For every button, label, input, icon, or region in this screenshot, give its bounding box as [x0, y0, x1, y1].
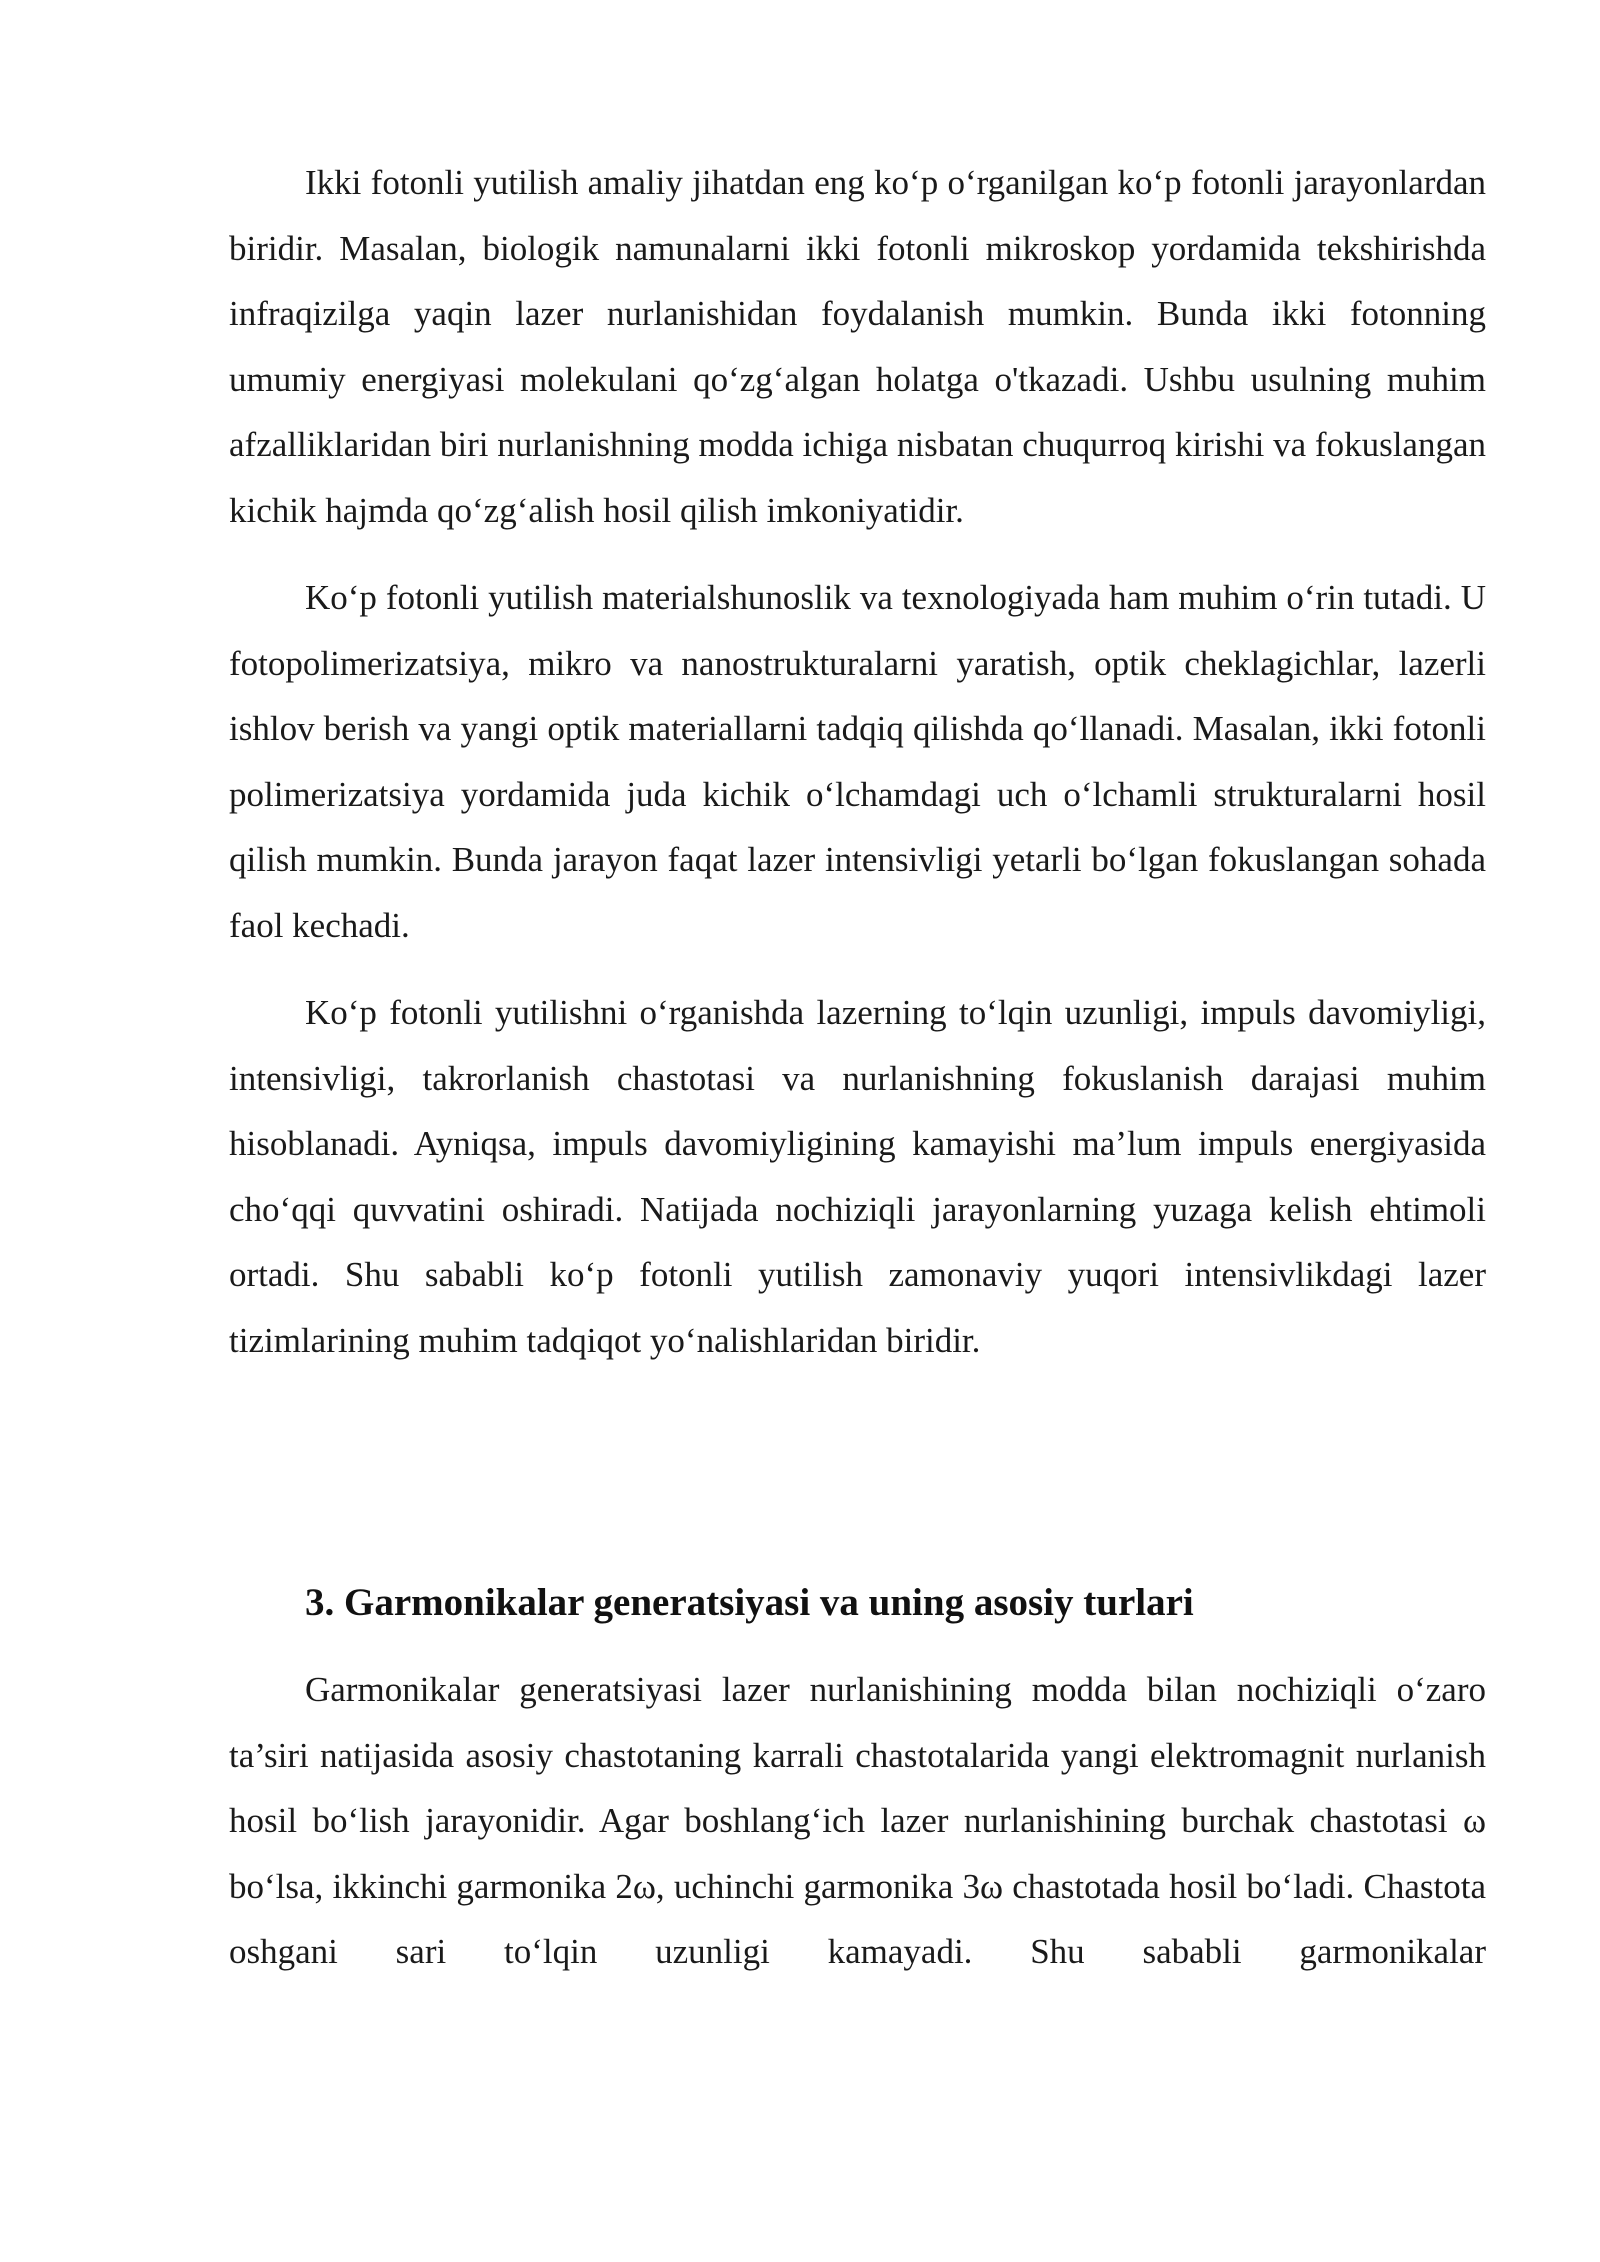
paragraph-materials-science: Ko‘p fotonli yutilish materialshunoslik va texnologiyada ham muhim o‘rin tutadi. U fotopolimerizatsiya, mikro va nanostrukturalarni yaratish, optik cheklagichlar, lazerli ishlov berish va yangi optik materiallarni tadqiq qilishda qo‘llanadi. Masalan, ikki fotonli polimerizatsiya yordamida juda kichik o‘lchamdagi uch o‘lchamli strukturalarni hosil qilish mumkin. Bunda jarayon faqat lazer intensivligi yetarli bo‘lgan fokuslangan sohada faol kechadi. — [229, 578, 1486, 945]
document-page — [229, 150, 1486, 2007]
paragraph-two-photon-absorption: Ikki fotonli yutilish amaliy jihatdan eng ko‘p o‘rganilgan ko‘p fotonli jarayonlardan biridir. Masalan, biologik namunalarni ikki fotonli mikroskop yordamida tekshirishda infraqizilga yaqin lazer nurlanishidan foydalanish mumkin. Bunda ikki fotonning umumiy energiyasi molekulani qo‘zg‘algan holatga o'tkazadi. Ushbu usulning muhim afzalliklaridan biri nurlanishning modda ichiga nisbatan chuqurroq kirishi va fokuslangan kichik hajmda qo‘zg‘alish hosil qilish imkoniyatidir. — [229, 163, 1486, 530]
section-heading: 3. Garmonikalar generatsiyasi va uning asosiy turlari — [305, 1581, 1194, 1624]
paragraph-harmonic-generation: Garmonikalar generatsiyasi lazer nurlanishining modda bilan nochiziqli o‘zaro ta’siri natijasida asosiy chastotaning karrali chastotalarida yangi elektromagnit nurlanish hosil bo‘lish jarayonidir. Agar boshlang‘ich lazer nurlanishining burchak chastotasi ω bo‘lsa, ikkinchi garmonika 2ω, uchinchi garmonika 3ω chastotada hosil bo‘ladi. Chastota oshgani sari to‘lqin uzunligi kamayadi. Shu sababli garmonikalar — [229, 1670, 1486, 1971]
section-spacer — [229, 1395, 1486, 1573]
paragraph-laser-parameters: Ko‘p fotonli yutilishni o‘rganishda lazerning to‘lqin uzunligi, impuls davomiyligi, intensivligi, takrorlanish chastotasi va nurlanishning fokuslanish darajasi muhim hisoblanadi. Ayniqsa, impuls davomiyligining kamayishi ma’lum impuls energiyasida cho‘qqi quvvatini oshiradi. Natijada nochiziqli jarayonlarning yuzaga kelish ehtimoli ortadi. Shu sababli ko‘p fotonli yutilish zamonaviy yuqori intensivlikdagi lazer tizimlarining muhim tadqiqot yo‘nalishlaridan biridir. — [229, 993, 1486, 1360]
